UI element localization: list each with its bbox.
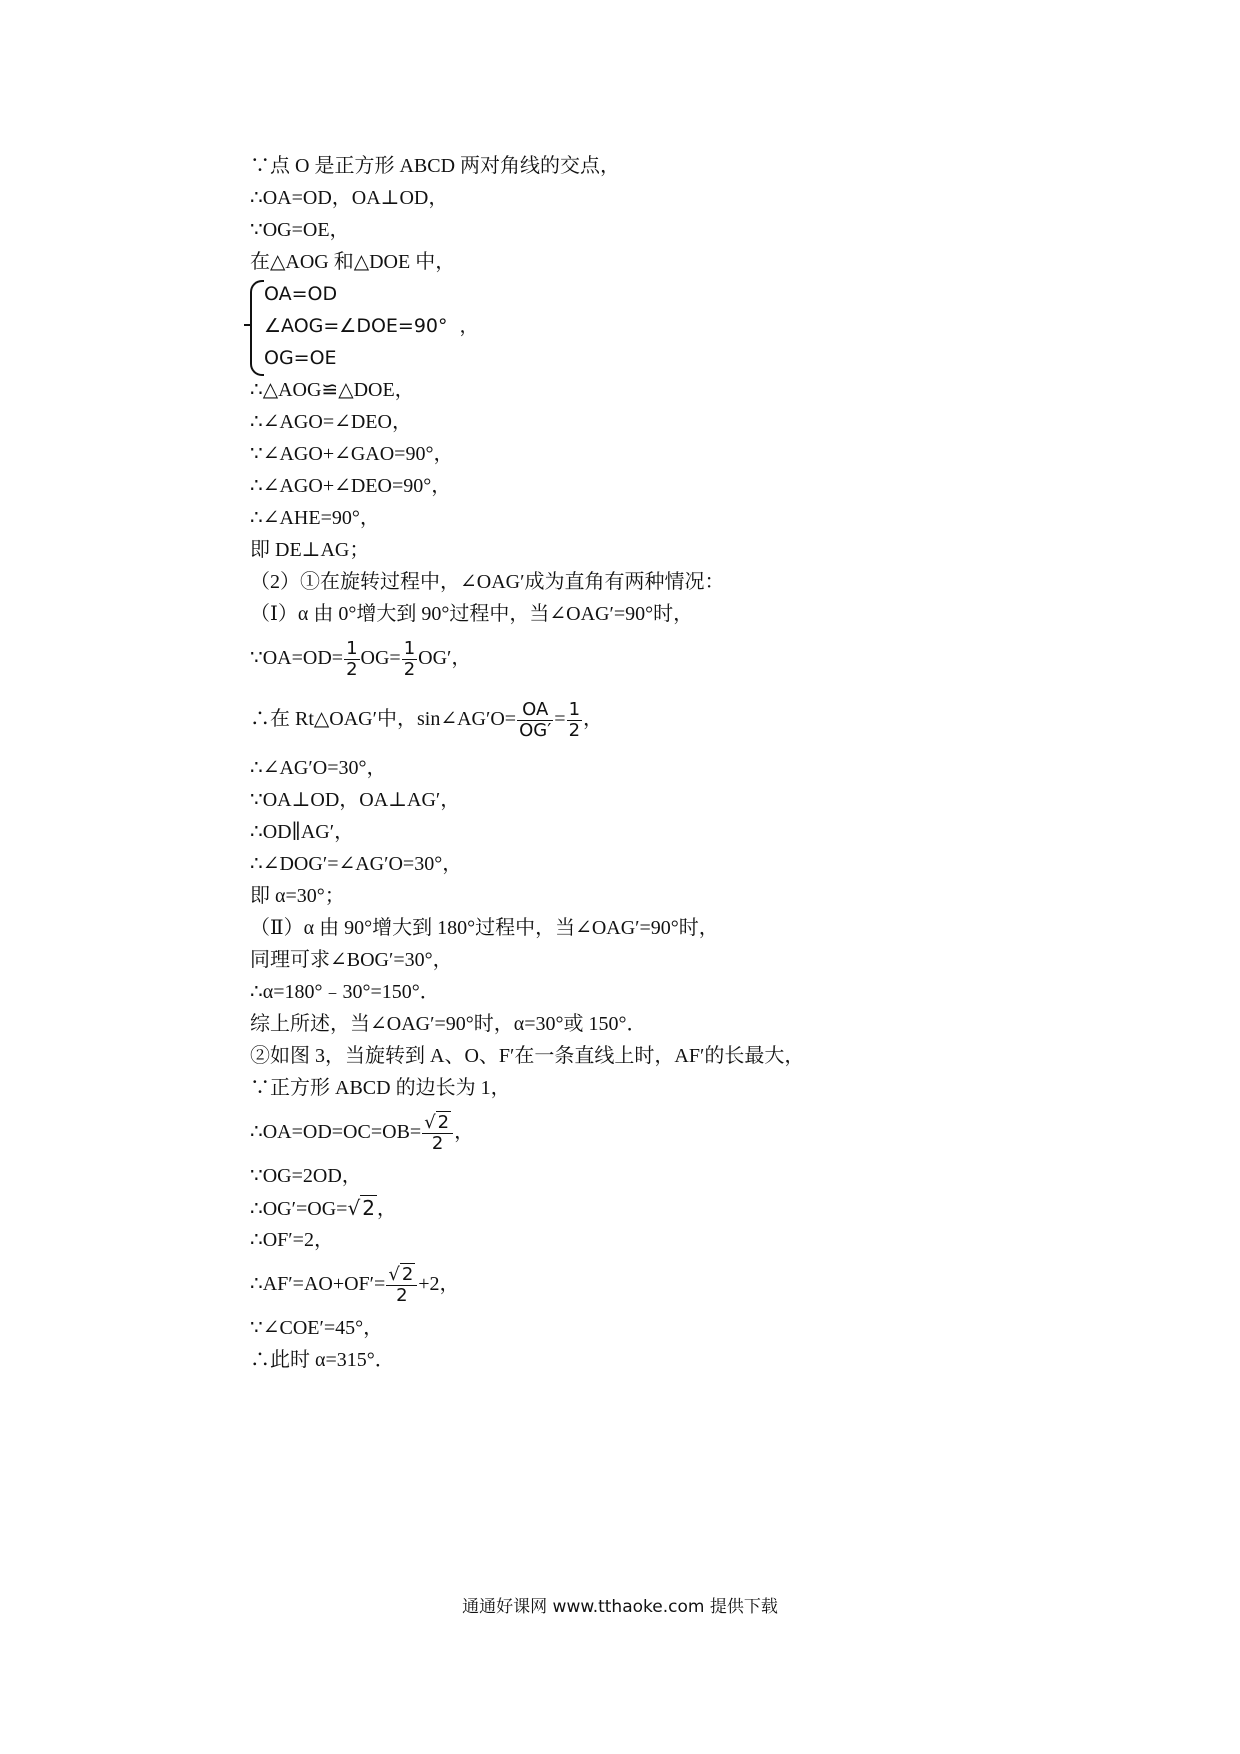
system-row: OA=OD [264, 283, 338, 305]
solution-body [250, 150, 1030, 1376]
equation-og [250, 1192, 1030, 1224]
radicand: 2 [401, 1263, 414, 1285]
fraction-numerator: 1 [568, 698, 581, 720]
text-line: ∵OA⊥OD，OA⊥AG′， [250, 789, 461, 811]
text-line: （Ⅱ）α 由 90°增大到 180°过程中，当∠OAG′=90°时， [250, 917, 719, 939]
text-line: ②如图 3，当旋转到 A、O、F′在一条直线上时，AF′的长最大， [250, 1045, 805, 1067]
text-line: ∵∠COE′=45°， [250, 1317, 384, 1339]
eq-text: ∴OG′=OG= [250, 1198, 348, 1220]
sqrt-expression [347, 1192, 376, 1224]
text-line: ∵正方形 ABCD 的边长为 1， [250, 1077, 511, 1099]
text-line: ∴∠AGO+∠DEO=90°， [250, 475, 452, 497]
system-row-text: ∠AOG=∠DOE=90° [264, 315, 448, 337]
sqrt-expression [388, 1265, 415, 1285]
eq-text: ， [583, 708, 604, 730]
fraction [402, 639, 417, 680]
fraction-numerator: 1 [346, 637, 358, 659]
text-line: ∵OG=OE， [250, 219, 350, 241]
fraction-denominator: 2 [396, 1284, 408, 1306]
text-line: 在△AOG 和△DOE 中， [250, 251, 456, 273]
eq-text: ， [376, 1198, 397, 1220]
text-line: （Ⅰ）α 由 0°增大到 90°过程中，当∠OAG′=90°时， [250, 603, 694, 625]
equation-oa-od [250, 630, 1030, 686]
text-line: ∴∠AG′O=30°， [250, 757, 387, 779]
page-footer: 通通好课网 www.tthaoke.com 提供下载 [462, 1597, 778, 1617]
text-line: ∴∠AHE=90°， [250, 507, 380, 529]
eq-text: ∴OA=OD=OC=OB= [250, 1121, 422, 1143]
eq-text: OG= [360, 647, 401, 669]
system-row [264, 310, 1030, 342]
sqrt-icon: √ [347, 1196, 361, 1220]
system-row: OG=OE [264, 347, 337, 369]
fraction-numerator [422, 1113, 453, 1134]
text-line: ∴α=180°﹣30°=150°． [250, 981, 440, 1003]
text-line: 即 α=30°； [250, 885, 345, 907]
fraction [567, 700, 582, 741]
left-brace-icon [250, 280, 264, 376]
sqrt-expression [424, 1113, 451, 1133]
text-line: ∴∠AGO=∠DEO， [250, 411, 412, 433]
text-line: ∴OA=OD，OA⊥OD， [250, 187, 449, 209]
fraction-numerator [386, 1265, 417, 1286]
fraction-numerator: OA [517, 700, 553, 721]
fraction [422, 1113, 453, 1154]
eq-text: ∵OA=OD= [250, 647, 344, 669]
fraction-denominator: 2 [568, 719, 581, 741]
eq-text: OG′， [418, 647, 472, 669]
equation-system [250, 278, 1030, 374]
text-line: ∴∠DOG′=∠AG′O=30°， [250, 853, 463, 875]
fraction [386, 1265, 417, 1306]
equation-af [250, 1256, 1030, 1312]
text-line: ∵OG=2OD， [250, 1165, 362, 1187]
sqrt-icon: √ [388, 1263, 400, 1285]
system-row-tail: ， [459, 315, 479, 337]
text-line: 综上所述，当∠OAG′=90°时，α=30°或 150°． [250, 1013, 647, 1035]
radicand: 2 [437, 1111, 450, 1133]
text-line: ∵∠AGO+∠GAO=90°， [250, 443, 454, 465]
equation-oa-ob [250, 1104, 1030, 1160]
eq-text: ， [454, 1121, 475, 1143]
fraction [344, 639, 359, 680]
eq-text: ∴AF′=AO+OF′= [250, 1273, 386, 1295]
text-line: 同理可求∠BOG′=30°， [250, 949, 453, 971]
eq-text: ∴在 Rt△OAG′中，sin∠AG′O= [250, 708, 517, 730]
fraction [517, 700, 553, 741]
text-line: ∵点 O 是正方形 ABCD 两对角线的交点， [250, 155, 621, 177]
radicand: 2 [362, 1196, 375, 1220]
eq-text: = [554, 708, 566, 730]
eq-text: +2， [418, 1273, 460, 1295]
text-line: ∴OF′=2， [250, 1229, 334, 1251]
fraction-denominator: 2 [431, 1132, 444, 1154]
text-line: （2）①在旋转过程中，∠OAG′成为直角有两种情况： [250, 571, 725, 593]
text-line: ∴△AOG≌△DOE， [250, 379, 415, 401]
text-line: 即 DE⊥AG； [250, 539, 370, 561]
fraction-numerator: 1 [403, 637, 416, 659]
sqrt-icon: √ [424, 1111, 436, 1133]
equation-sin [250, 686, 1030, 752]
text-line: ∴此时 α=315°． [250, 1349, 395, 1371]
fraction-denominator: 2 [403, 658, 416, 680]
fraction-denominator: OG′ [519, 719, 552, 741]
text-line: ∴OD∥AG′， [250, 821, 355, 843]
fraction-denominator: 2 [346, 658, 358, 680]
